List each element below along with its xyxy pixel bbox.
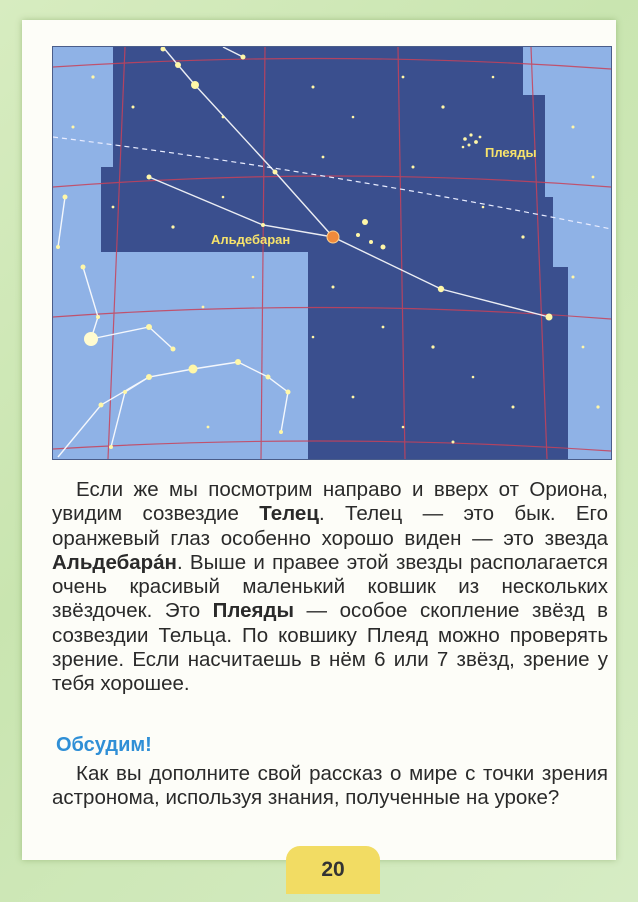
pleiades-label: Плеяды bbox=[485, 145, 537, 160]
term-taurus: Телец bbox=[259, 502, 319, 526]
paragraph-text: . Телец — это бык. Его оранжевый глаз особенно хорошо виден — это звезда bbox=[52, 502, 608, 550]
discuss-question bbox=[52, 762, 608, 811]
discuss-text: Как вы дополните свой рассказ о мире с точки зрения астронома, используя знания, полученные на уроке? bbox=[52, 762, 608, 810]
page-number: 20 bbox=[286, 846, 380, 894]
paragraph-text: . Выше и правее этой звезды располагается очень красивый маленький ковшик из нескольких звёздочек. Это bbox=[52, 550, 608, 623]
term-pleiades: Плеяды bbox=[212, 599, 295, 623]
main-paragraph bbox=[52, 478, 608, 697]
aldebaran-label: Альдебаран bbox=[211, 232, 291, 247]
taurus-star-map bbox=[52, 46, 612, 460]
paragraph-text: Если же мы посмотрим направо и вверх от Ориона, увидим созвездие bbox=[52, 478, 608, 526]
term-aldebaran: Альдебара́н bbox=[52, 550, 177, 574]
paragraph-text: — особое скопление звёзд в созвездии Тельца. По ковшику Плеяд можно проверять зрение. Если насчитаешь в нём 6 или 7 звёзд, зрение у тебя хорошее. bbox=[52, 599, 608, 696]
discuss-heading: Обсудим! bbox=[56, 734, 152, 756]
